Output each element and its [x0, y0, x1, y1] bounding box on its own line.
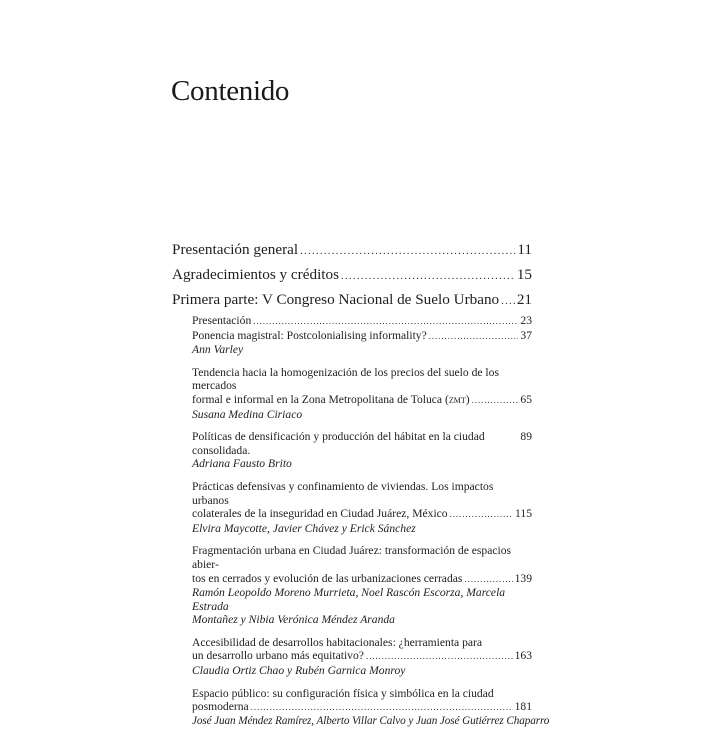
toc-entry-label-line: posmoderna: [192, 700, 249, 714]
toc-page-number: 21: [516, 291, 532, 308]
toc-entry-label-line: Prácticas defensivas y confinamiento de viviendas. Los impactos urbanos: [192, 479, 494, 507]
toc-entry-label: Primera parte: V Congreso Nacional de Suelo Urbano: [172, 291, 500, 308]
toc-author: Elvira Maycotte, Javier Chávez y Erick Sánchez: [192, 521, 416, 535]
acronym-zmt: zmt: [448, 392, 466, 406]
toc-author: Adriana Fausto Brito: [192, 457, 292, 471]
toc-entry-label: Ponencia magistral: Postcolonialising informality?: [192, 328, 427, 342]
dot-leader: [253, 315, 518, 329]
toc-entry-label: Presentación general: [172, 241, 299, 258]
toc-page-number: 181: [514, 700, 532, 714]
primera-parte-subentries: [192, 314, 550, 728]
toc-entry-label-line: un desarrollo urbano más equitativo?: [192, 649, 364, 663]
toc-entry-label-line: tos en cerrados y evolución de las urbanizaciones cerradas: [192, 571, 463, 585]
toc-author: Claudia Ortiz Chao y Rubén Garnica Monroy: [192, 664, 406, 678]
toc-subentry-fragmentacion-urbana[interactable]: [192, 544, 532, 627]
toc-page-number: 37: [520, 328, 532, 342]
toc-entry-label-line: Accesibilidad de desarrollos habitacionales: ¿herramienta para: [192, 635, 483, 649]
dot-leader: [251, 701, 513, 715]
toc-subentry-espacio-publico[interactable]: [192, 686, 550, 729]
dot-leader: [450, 508, 513, 522]
toc-author: José Juan Méndez Ramírez, Alberto Villar Calvo y Juan José Gutiérrez Chaparro: [192, 714, 550, 727]
toc-page-number: 15: [516, 266, 532, 283]
toc-entry-label-line: Espacio público: su configuración física y simbólica en la ciudad: [192, 686, 494, 700]
toc-entry-label-line: colaterales de la inseguridad en Ciudad Juárez, México: [192, 507, 448, 521]
toc-entry-label-line: Tendencia hacia la homogenización de los precios del suelo de los mercados: [192, 365, 499, 393]
toc-entry-label: Presentación: [192, 314, 252, 327]
toc-subentry-politicas-densificacion[interactable]: [192, 430, 532, 471]
toc-subentry-tendencia-homogenizacion[interactable]: [192, 366, 532, 421]
toc-entry-label: Políticas de densificación y producción del hábitat en la ciudad consolidada.: [192, 430, 485, 457]
toc-entry-presentacion-general[interactable]: [172, 241, 532, 266]
dot-leader: [366, 650, 513, 664]
toc-page-number: 11: [517, 241, 532, 258]
toc-subentry-accesibilidad[interactable]: [192, 636, 532, 678]
toc-subentry-practicas-defensivas[interactable]: [192, 480, 532, 535]
toc-page-number: 163: [514, 649, 532, 663]
toc-subentry-ponencia-magistral[interactable]: [192, 329, 532, 357]
dot-leader: [501, 292, 515, 310]
toc-author: Ramón Leopoldo Moreno Murrieta, Noel Rascón Escorza, Marcela Estrada: [192, 586, 506, 613]
toc-page-number: 65: [520, 392, 532, 406]
toc-page-number: 23: [520, 314, 532, 327]
table-of-contents: [172, 241, 550, 737]
dot-leader: [464, 573, 512, 587]
toc-author: Ann Varley: [192, 343, 244, 357]
toc-page-number: 115: [515, 507, 532, 521]
dot-leader: [341, 267, 515, 285]
toc-entry-primera-parte[interactable]: [172, 291, 532, 316]
toc-author: Montañez y Nibia Verónica Méndez Aranda: [192, 613, 395, 627]
toc-entry-label: Agradecimientos y créditos: [172, 266, 340, 283]
toc-author: Susana Medina Ciriaco: [192, 407, 303, 421]
toc-entry-label-line: Fragmentación urbana en Ciudad Juárez: transformación de espacios abier-: [192, 544, 512, 571]
toc-entry-agradecimientos[interactable]: [172, 266, 532, 291]
toc-page-number: 89: [520, 430, 532, 444]
page-title: Contenido: [171, 75, 290, 108]
toc-page-number: 139: [514, 571, 532, 585]
dot-leader: [472, 394, 519, 408]
toc-entry-label-line: formal e informal en la Zona Metropolitana de Toluca (zmt): [192, 392, 470, 406]
dot-leader: [429, 330, 519, 344]
dot-leader: [300, 242, 515, 260]
toc-subentry-presentacion[interactable]: [192, 314, 532, 329]
